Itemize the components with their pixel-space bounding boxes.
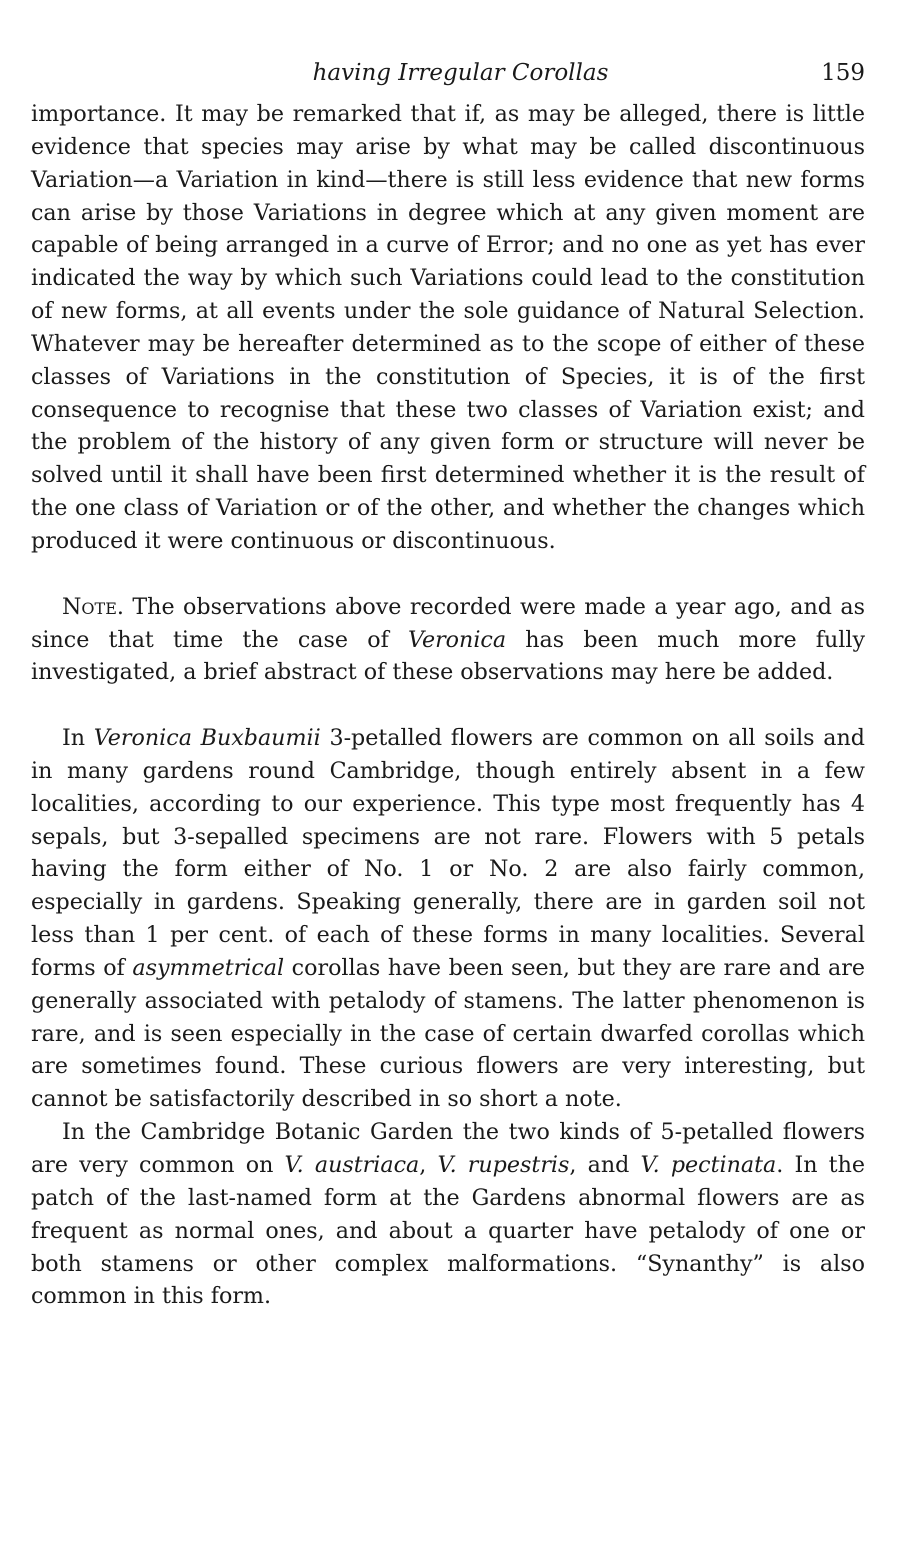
book-page: [31, 56, 865, 1313]
paragraph-conclusion: importance. It may be remarked that if, as may be alleged, there is little evidence that species may arise by what may be called discontinuous Variation—a Variation in kind—there is still less evidence that new forms can arise by those Variations in degree which at any given moment are capable of being arranged in a curve of Error; and no one as yet has ever indicated the way by which such Variations could lead to the constitution of new forms, at all events under the sole guidance of Natural Selection. Whatever may be hereafter determined as to the scope of either of these classes of Variations in the constitution of Species, it is of the first consequence to recognise that these two classes of Variation exist; and the problem of the history of any given form or structure will never be solved until it shall have been first determined whether it is the result of the one class of Variation or of the other, and whether the changes which produced it were continuous or discontinuous.: [31, 101, 865, 554]
p4-text-1: ,: [419, 1152, 438, 1178]
running-head: [31, 56, 865, 98]
note-text-2: has been much more fully investigated, a brief abstract of these observations may here be added.: [31, 626, 865, 686]
note-text-1: The observations above recorded were made a year ago, and as since that time the case of: [31, 593, 865, 653]
p3-text-1: 3-petalled flowers are common on all soils and in many gardens round Cambridge, though entirely absent in a few localities, according to our experience. This type most frequently has 4 sepals, but 3-sepalled specimens are not rare. Flowers with 5 petals having the form either of No. 1 or No. 2 are also fairly common, especially in gardens. Speaking generally, there are in garden soil not less than 1 per cent. of each of these forms in many localities. Several forms of: [31, 725, 866, 981]
p4-italic-pectinata: V. pectinata: [640, 1152, 777, 1178]
p4-text-2: , and: [569, 1152, 641, 1178]
note-italic-veronica: Veronica: [407, 626, 507, 653]
note-label: Note.: [62, 593, 124, 620]
paragraph-note: [31, 591, 865, 690]
body-text: [31, 98, 865, 1313]
p3-text-2: corollas have been seen, but they are rare and are generally associated with petalody of stamens. The latter phenomenon is rare, and is seen especially in the case of certain dwarfed corollas which are sometimes found. These curious flowers are very interesting, but cannot be satisfactorily described in so short a note.: [31, 954, 865, 1113]
running-head-title: having Irregular Corollas: [312, 60, 609, 86]
paragraph-botanic-garden: [31, 1116, 865, 1313]
p4-text-3: . In the patch of the last-named form at the Gardens abnormal flowers are as frequent as normal ones, and about a quarter have petalody of one or both stamens or other complex malformations. “Synanthy” is also common in this form.: [31, 1152, 865, 1310]
p4-lead: In the Cambridge Botanic Garden the two kinds of 5-petalled flowers are very common on: [31, 1119, 865, 1178]
p3-italic-asymmetrical: asymmetrical: [132, 954, 285, 981]
p4-italic-rupestris: V. rupestris: [437, 1152, 570, 1178]
p3-lead: In: [62, 725, 94, 752]
paragraph-buxbaumii: [31, 722, 865, 1116]
p4-italic-austriaca: V. austriaca: [284, 1152, 420, 1178]
p3-italic-species: Veronica Buxbaumii: [93, 725, 321, 752]
page-number: 159: [821, 60, 865, 86]
